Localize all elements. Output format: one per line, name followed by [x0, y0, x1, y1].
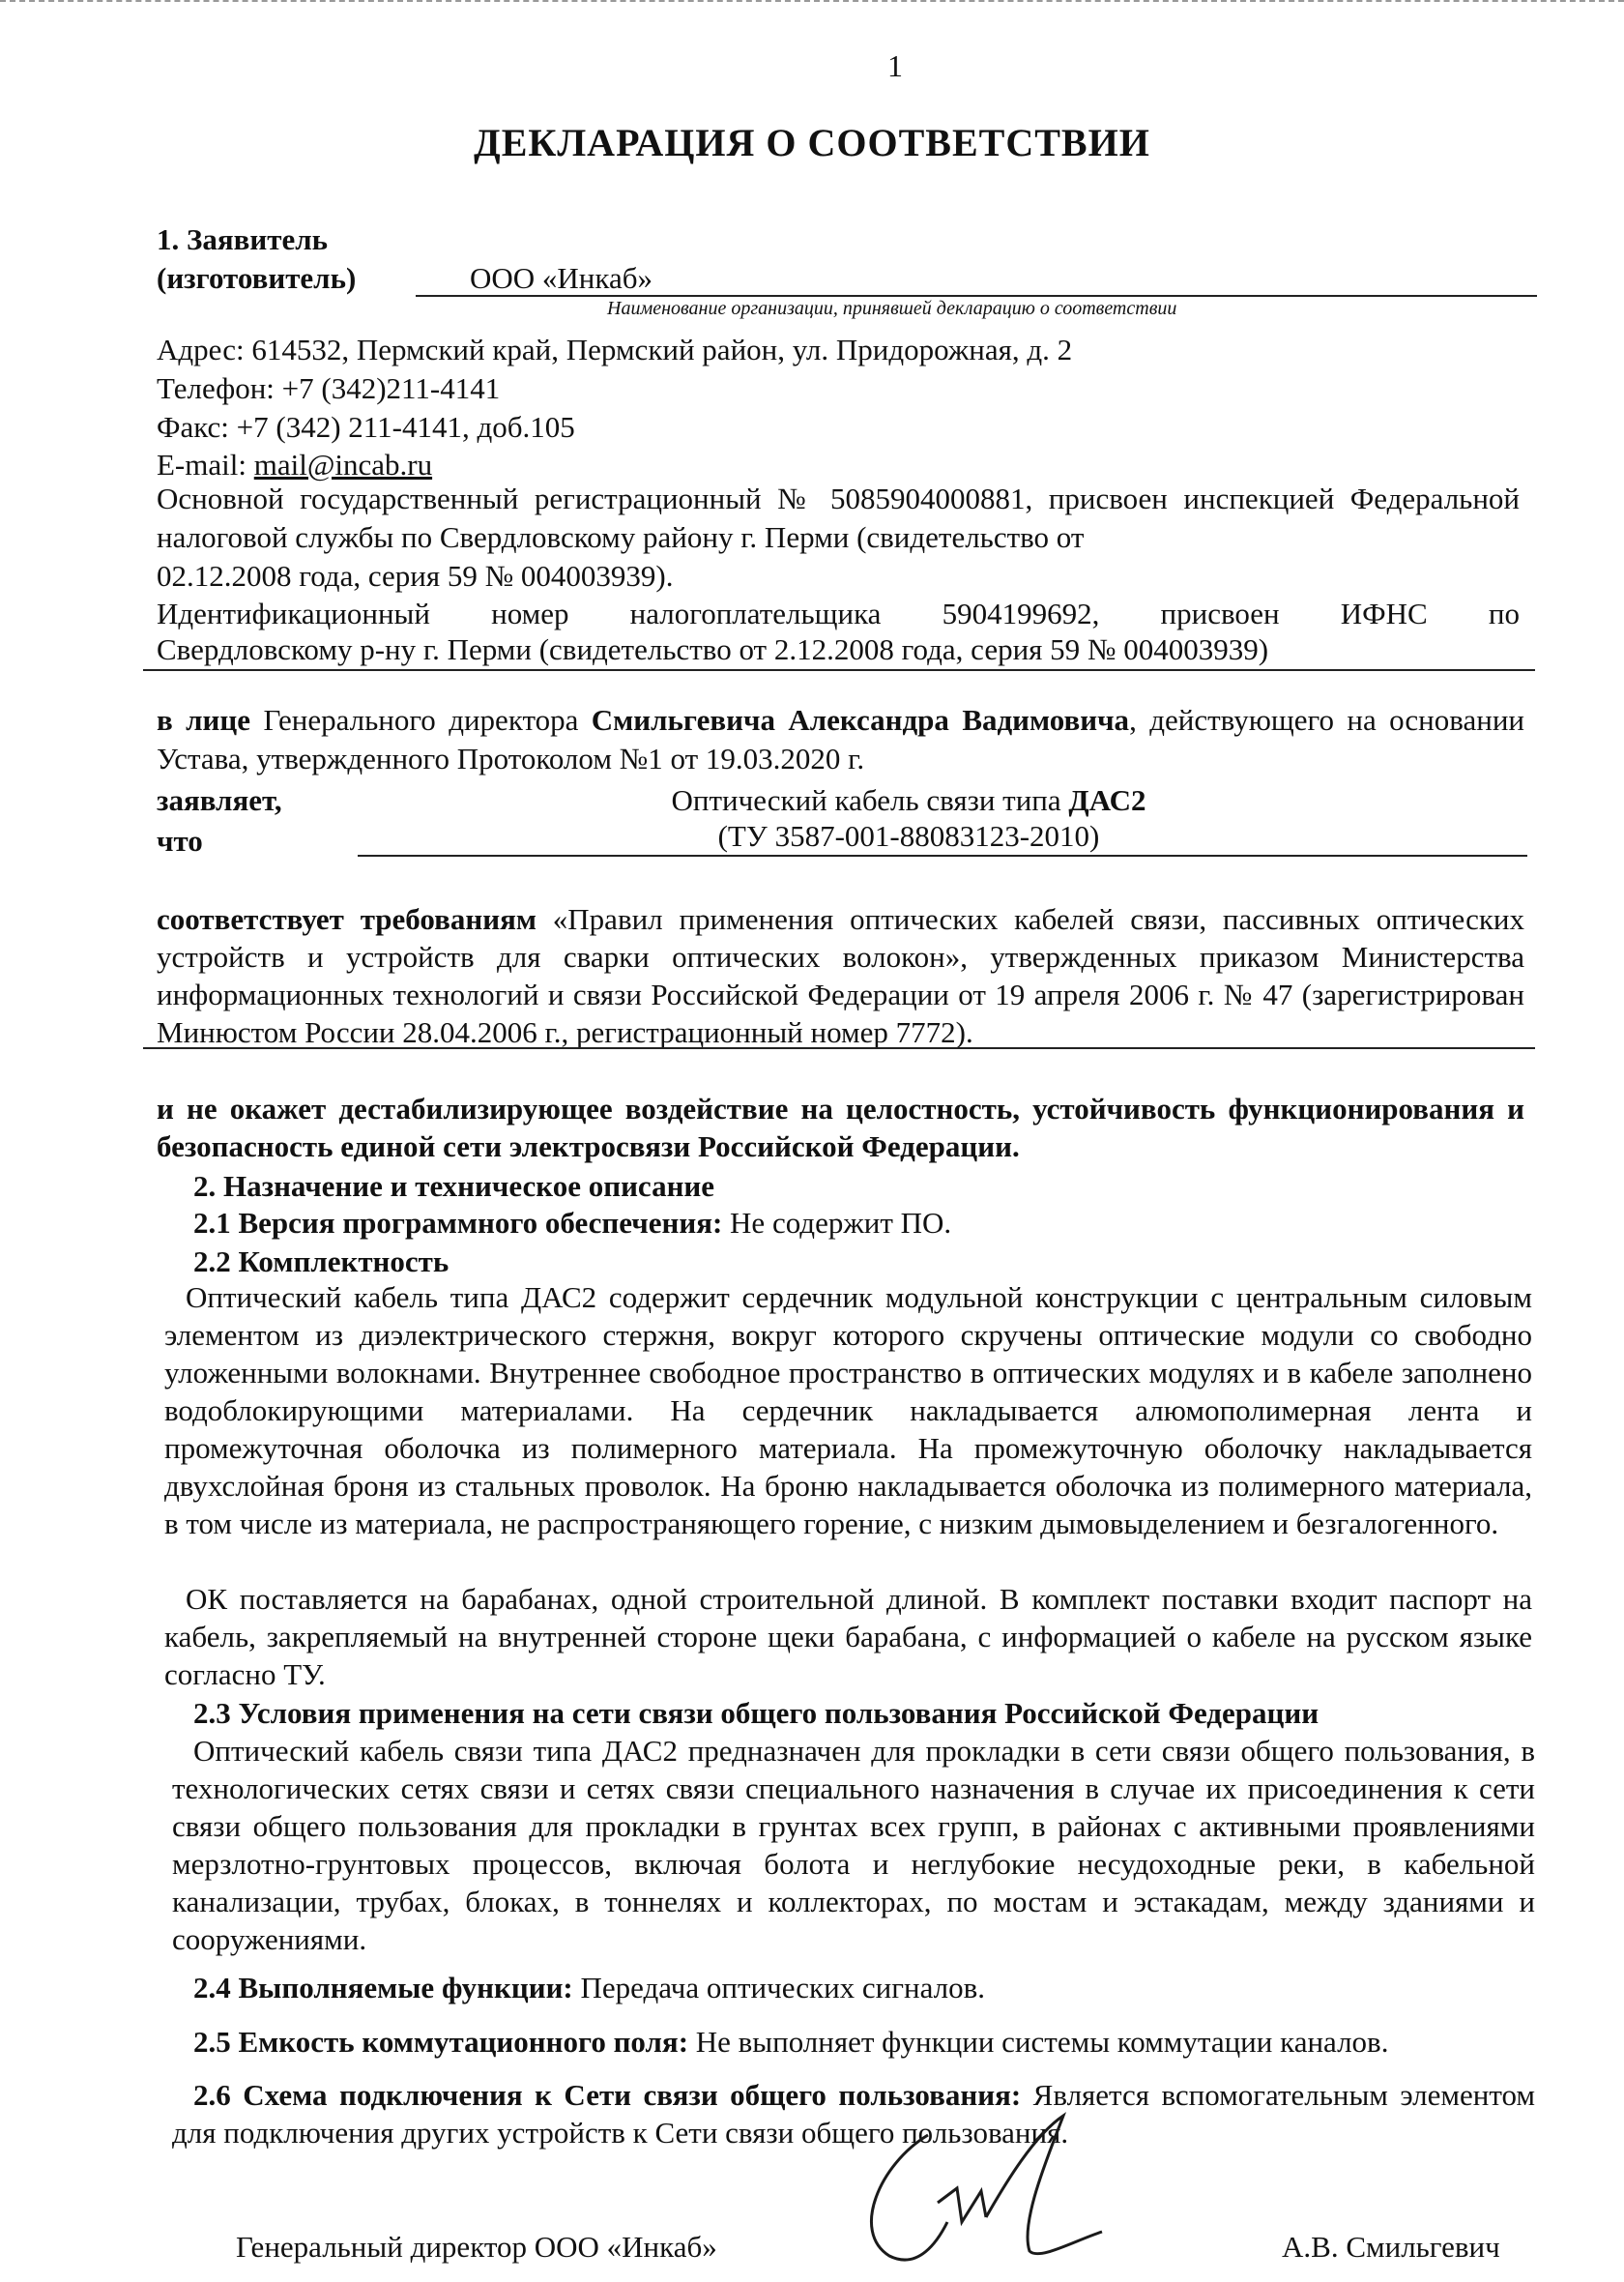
section2-3-para: Оптический кабель связи типа ДАС2 предназначен для прокладки в сети связи общего пользования, в технологических сетях связи и сетях связи специального назначения в случае их присоединения к сети связи общего пользования для прокладки в грунтах всех групп, в районах с активными проявлениями мерзлотно-грунтовых процессов, включая болота и неглубокие несудоходные реки, в кабельной канализации, трубах, блоках, в тоннелях и коллекторах, по мостам и эстакадам, между зданиями и сооружениями.: [172, 1734, 1535, 1956]
inn-text: Идентификационный номер налогоплательщика 5904199692, присвоен ИФНС по: [157, 597, 1520, 630]
product-type: ДАС2: [1068, 783, 1146, 817]
product-name: [425, 781, 1392, 820]
section2-5-text: Не выполняет функции системы коммутации каналов.: [688, 2025, 1389, 2059]
section2-1-label: 2.1 Версия программного обеспечения:: [193, 1206, 723, 1240]
applicant-underline: [143, 669, 1535, 671]
representative-rest: , действующего на основании Устава, утвержденного Протоколом №1 от 19.03.2020 г.: [157, 703, 1525, 775]
applicant-phone: Телефон: +7 (342)211-4141: [157, 371, 501, 405]
applicant-caption: Наименование организации, принявшей декларацию о соответствии: [607, 298, 1177, 319]
applicant-address: Адрес: 614532, Пермский край, Пермский район, ул. Придорожная, д. 2: [157, 333, 1073, 366]
compliance-text: [157, 900, 1524, 1051]
section2-1: [193, 1204, 951, 1243]
section2-4-label: 2.4 Выполняемые функции:: [193, 1971, 573, 2004]
ogrn-text: Основной государственный регистрационный № 5085904000881, присвоен инспекцией Федеральной налоговой службы по Свердловскому району г. Перми (свидетельство от: [157, 482, 1520, 554]
email-link[interactable]: mail@incab.ru: [253, 448, 433, 482]
section2-4: [193, 1969, 985, 2007]
applicant-name: ООО «Инкаб»: [470, 261, 653, 295]
representative-text: [157, 701, 1524, 778]
declares-label-line1: заявляет,: [157, 783, 282, 817]
compliance-body: «Правил применения оптических кабелей связи, пассивных оптических устройств и устройств для сварки оптических волокон», утвержденных приказом Министерства информационных технологий и связи Российской Федерации от 19 апреля 2006 г. № 47 (зарегистрирован Минюстом России 28.04.2006 г., регистрационный номер 7772).: [157, 902, 1525, 1049]
section2-2-para2: ОК поставляется на барабанах, одной строительной длиной. В комплект поставки входит паспорт на кабель, закрепляемый на внутренней стороне щеки барабана, с информацией о кабеле на русском языке согласно ТУ.: [164, 1582, 1532, 1691]
section2-heading: 2. Назначение и техническое описание: [193, 1169, 715, 1203]
applicant-label-line1: 1. Заявитель: [157, 222, 329, 256]
section2-6-label: 2.6 Схема подключения к Сети связи общего пользования:: [193, 2078, 1022, 2112]
signature-name: А.В. Смильгевич: [1282, 2230, 1500, 2264]
inn-text-end: Свердловскому р-ну г. Перми (свидетельство от 2.12.2008 года, серия 59 № 004003939): [157, 632, 1269, 666]
section2-5-label: 2.5 Емкость коммутационного поля:: [193, 2025, 689, 2059]
handwritten-signature: [851, 2096, 1141, 2280]
product-spec: (ТУ 3587-001-88083123-2010): [717, 819, 1100, 853]
document-title: ДЕКЛАРАЦИЯ О СООТВЕТСТВИИ: [474, 121, 1150, 164]
scan-top-edge: [0, 0, 1624, 12]
representative-lead: в лице: [157, 703, 251, 737]
section2-3-heading: 2.3 Условия применения на сети связи общего пользования Российской Федерации: [193, 1696, 1320, 1730]
signature-position: Генеральный директор ООО «Инкаб»: [236, 2230, 717, 2264]
representative-person: Смильгевича Александра Вадимовича: [591, 703, 1130, 737]
product-underline: [358, 855, 1527, 857]
compliance-underline: [143, 1047, 1535, 1049]
section2-2-heading: 2.2 Комплектность: [193, 1244, 450, 1278]
section2-4-text: Передача оптических сигналов.: [572, 1971, 985, 2004]
representative-position: Генерального директора: [250, 703, 592, 737]
section2-1-text: Не содержит ПО.: [722, 1206, 952, 1240]
destabilization-text: и не окажет дестабилизирующее воздействие на целостность, устойчивость функционирования и безопасность единой сети электросвязи Российской Федерации.: [157, 1092, 1524, 1163]
applicant-fax: Факс: +7 (342) 211-4141, доб.105: [157, 410, 575, 444]
applicant-email-line: [157, 446, 432, 484]
section2-5: [193, 2023, 1388, 2062]
declares-label-line2: что: [157, 824, 203, 858]
section2-2-para1: Оптический кабель типа ДАС2 содержит сердечник модульной конструкции с центральным силовым элементом из диэлектрического стержня, вокруг которого скручены оптические модули со свободно уложенными волокнами. Внутреннее свободное пространство в оптических модулях и в кабеле заполнено водоблокирующими материалами. На сердечник накладывается алюмополимерная лента и промежуточная оболочка из полимерного материала. На промежуточную оболочку накладывается двухслойная броня из стальных проволок. На броню накладывается оболочка из полимерного материала, в том числе из материала, не распространяющего горение, с низким дымовыделением и безгалогенного.: [164, 1280, 1532, 1540]
applicant-label-line2: (изготовитель): [157, 261, 357, 295]
ogrn-text-end: 02.12.2008 года, серия 59 № 004003939).: [157, 559, 674, 593]
compliance-lead: соответствует требованиям: [157, 902, 536, 936]
email-label: E-mail:: [157, 448, 254, 482]
product-prefix: Оптический кабель связи типа: [671, 783, 1069, 817]
section2-6-text: Является вспомогательным элементом для подключения других устройств к Сети связи общего пользования.: [172, 2078, 1535, 2150]
page-number: 1: [887, 48, 903, 83]
